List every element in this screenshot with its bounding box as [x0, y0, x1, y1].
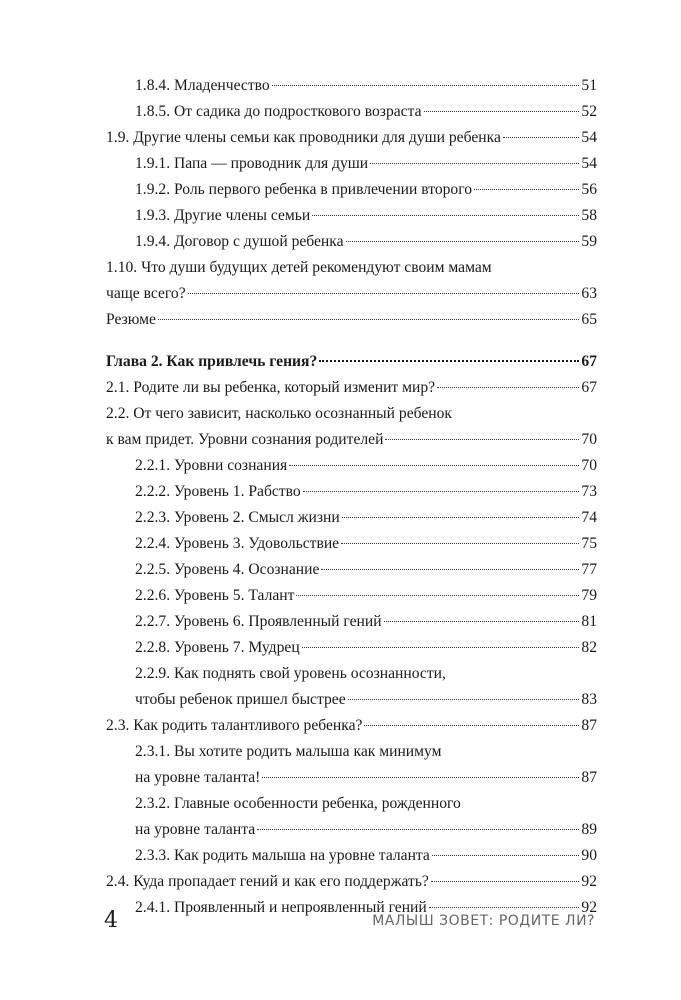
dot-leader [319, 360, 579, 362]
dot-leader [432, 855, 580, 856]
dot-leader [321, 569, 579, 570]
toc-entry-line [135, 687, 597, 713]
toc-entry-line [135, 99, 597, 125]
toc-entry-line [106, 125, 597, 151]
toc-entry [135, 453, 597, 479]
toc-entry [106, 401, 597, 453]
toc-entry [135, 505, 597, 531]
toc-page-number: 92 [581, 873, 597, 890]
toc-entry [135, 843, 597, 869]
toc-entry-title: 2.2.5. Уровень 4. Осознание [135, 561, 320, 578]
dot-leader [312, 215, 579, 216]
toc-entry [135, 739, 597, 791]
toc-entry [135, 609, 597, 635]
toc-entry-title: на уровне таланта [135, 821, 256, 838]
toc-entry-line [106, 349, 597, 375]
toc-page-number: 54 [581, 129, 597, 146]
toc-entry-line [135, 635, 597, 661]
toc-entry [135, 531, 597, 557]
toc-entry-title: 1.9.4. Договор с душой ребенка [135, 233, 344, 250]
toc-entry-title: чаще всего? [106, 285, 186, 302]
dot-leader [364, 725, 579, 726]
dot-leader [437, 387, 579, 388]
toc-page-number: 59 [581, 233, 597, 250]
table-of-contents [0, 73, 681, 921]
toc-entry-line [106, 281, 597, 307]
toc-page-number: 82 [581, 639, 597, 656]
toc-page-number: 81 [581, 613, 597, 630]
toc-entry [106, 307, 597, 333]
toc-entry-title: 2.2.6. Уровень 5. Талант [135, 587, 295, 604]
toc-entry-line [135, 229, 597, 255]
toc-entry-title: 2.2.4. Уровень 3. Удовольствие [135, 535, 340, 552]
toc-entry-title: 2.2.8. Уровень 7. Мудрец [135, 639, 300, 656]
dot-leader [188, 293, 580, 294]
toc-page-number: 75 [581, 535, 597, 552]
dot-leader [302, 647, 580, 648]
toc-entry-title: 2.2.7. Уровень 6. Проявленный гений [135, 613, 382, 630]
toc-entry-line [135, 177, 597, 203]
toc-page-number: 73 [581, 483, 597, 500]
toc-page-number: 52 [581, 103, 597, 120]
toc-page-number: 92 [581, 899, 597, 916]
dot-leader [272, 85, 580, 86]
page-number: 4 [104, 908, 118, 933]
toc-entry [135, 479, 597, 505]
toc-entry-title-line: 2.3.2. Главные особенности ребенка, рожденного [135, 795, 461, 812]
toc-page-number: 67 [581, 379, 597, 396]
toc-entry-line [135, 73, 597, 99]
toc-entry-line [106, 427, 597, 453]
toc-page-number: 54 [581, 155, 597, 172]
dot-leader [342, 517, 580, 518]
toc-entry-line [135, 817, 597, 843]
toc-page-number: 70 [581, 457, 597, 474]
toc-entry-title: Резюме [106, 311, 156, 328]
toc-page-number: 58 [581, 207, 597, 224]
toc-entry [106, 713, 597, 739]
dot-leader [424, 111, 580, 112]
toc-entry [135, 73, 597, 99]
dot-leader [384, 621, 580, 622]
toc-entry-title: чтобы ребенок пришел быстрее [135, 691, 346, 708]
toc-page-number: 65 [581, 311, 597, 328]
toc-page-number: 56 [581, 181, 597, 198]
toc-page-number: 67 [581, 353, 597, 370]
toc-entry [135, 151, 597, 177]
toc-entry-line [106, 375, 597, 401]
toc-entry [135, 177, 597, 203]
toc-entry-title: 2.2.3. Уровень 2. Смысл жизни [135, 509, 340, 526]
toc-entry-line [135, 203, 597, 229]
dot-leader [429, 907, 580, 908]
toc-entry-title-line: 2.3.1. Вы хотите родить малыша как минимум [135, 743, 442, 760]
running-title: МАЛЫШ ЗОВЕТ: РОДИТЕ ЛИ? [372, 913, 595, 929]
toc-entry-line [106, 869, 597, 895]
toc-page-number: 70 [581, 431, 597, 448]
dot-leader [158, 319, 579, 320]
toc-page-number: 83 [581, 691, 597, 708]
toc-entry-title: 1.8.5. От садика до подросткового возраста [135, 103, 422, 120]
toc-entry-title: на уровне таланта! [135, 769, 261, 786]
toc-entry-line [135, 505, 597, 531]
toc-entry-title: 2.4.1. Проявленный и непроявленный гений [135, 899, 427, 916]
toc-page-number: 79 [581, 587, 597, 604]
toc-page-number: 74 [581, 509, 597, 526]
dot-leader [289, 465, 579, 466]
toc-entry [135, 557, 597, 583]
toc-entry-title: к вам придет. Уровни сознания родителей [106, 431, 384, 448]
toc-entry-title: 1.9.1. Папа — проводник для души [135, 155, 369, 172]
toc-chapter-heading [106, 349, 597, 375]
dot-leader [348, 699, 580, 700]
toc-entry-line [106, 307, 597, 333]
toc-entry-title: 1.9.3. Другие члены семьи [135, 207, 311, 224]
toc-entry [135, 99, 597, 125]
toc-entry-title: 2.4. Куда пропадает гений и как его поддержать? [106, 873, 429, 890]
toc-entry [135, 635, 597, 661]
dot-leader [296, 595, 579, 596]
toc-entry-title: 2.1. Родите ли вы ребенка, который изменит мир? [106, 379, 436, 396]
toc-entry-line [135, 609, 597, 635]
toc-entry [135, 791, 597, 843]
toc-entry [135, 583, 597, 609]
toc-entry [106, 125, 597, 151]
toc-entry-title: 2.3. Как родить талантливого ребенка? [106, 717, 363, 734]
toc-entry-title: 2.2.2. Уровень 1. Рабство [135, 483, 301, 500]
toc-page-number: 51 [581, 77, 597, 94]
toc-entry-title: 2.3.3. Как родить малыша на уровне таланта [135, 847, 430, 864]
toc-entry-line [135, 843, 597, 869]
toc-entry-line [135, 531, 597, 557]
toc-entry-line [135, 557, 597, 583]
dot-leader [262, 777, 579, 778]
toc-page-number: 77 [581, 561, 597, 578]
dot-leader [370, 163, 579, 164]
dot-leader [503, 137, 580, 138]
toc-page-number: 87 [581, 717, 597, 734]
toc-entry-line [106, 713, 597, 739]
toc-entry [106, 375, 597, 401]
toc-entry-line [135, 583, 597, 609]
toc-entry-title: 1.9. Другие члены семьи как проводники для души ребенка [106, 129, 501, 146]
toc-entry [135, 229, 597, 255]
toc-entry-line [135, 479, 597, 505]
dot-leader [303, 491, 580, 492]
toc-entry [135, 203, 597, 229]
dot-leader [431, 881, 580, 882]
toc-page-number: 90 [581, 847, 597, 864]
toc-entry [106, 869, 597, 895]
toc-entry-title-line: 2.2.9. Как поднять свой уровень осознанности, [135, 665, 446, 682]
toc-entry [135, 661, 597, 713]
toc-page-number: 89 [581, 821, 597, 838]
toc-entry-title: 2.2.1. Уровни сознания [135, 457, 288, 474]
toc-entry-title-line: 1.10. Что души будущих детей рекомендуют своим мамам [106, 259, 492, 276]
dot-leader [346, 241, 580, 242]
toc-page-number: 63 [581, 285, 597, 302]
toc-entry-line [135, 453, 597, 479]
toc-entry [106, 255, 597, 307]
dot-leader [474, 189, 579, 190]
toc-entry-line [135, 151, 597, 177]
toc-entry-title: 1.8.4. Младенчество [135, 77, 270, 94]
toc-entry-line [135, 765, 597, 791]
dot-leader [341, 543, 579, 544]
dot-leader [385, 439, 579, 440]
toc-page-number: 87 [581, 769, 597, 786]
toc-entry-title: Глава 2. Как привлечь гения? [106, 353, 318, 370]
toc-entry-title: 1.9.2. Роль первого ребенка в привлечении второго [135, 181, 473, 198]
toc-entry-title-line: 2.2. От чего зависит, насколько осознанный ребенок [106, 405, 452, 422]
dot-leader [257, 829, 579, 830]
